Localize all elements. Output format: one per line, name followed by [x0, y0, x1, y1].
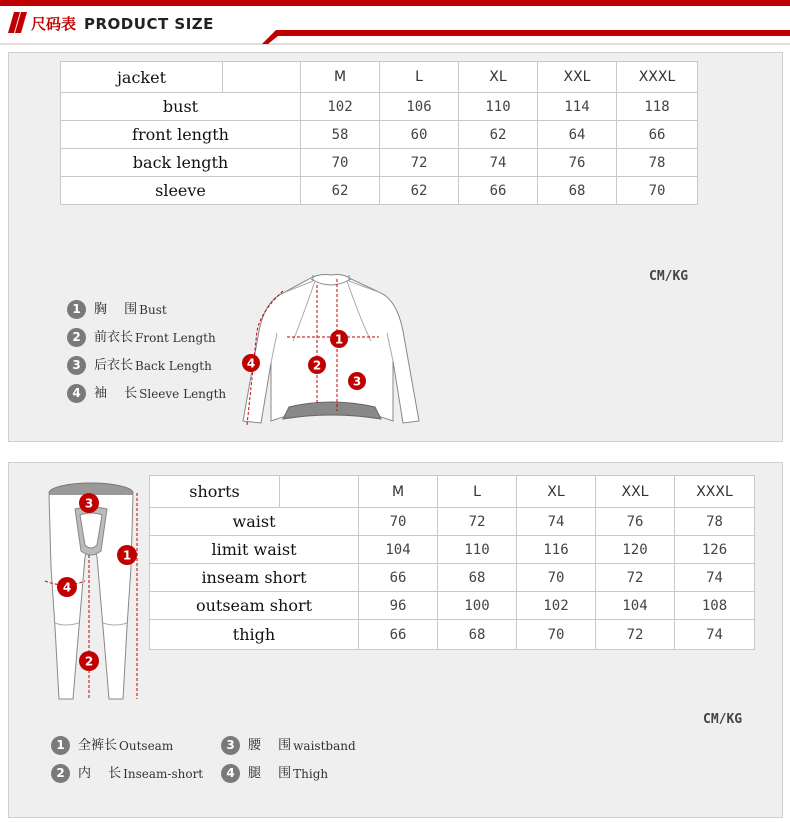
pants-marker-1: [117, 545, 137, 565]
table-cell: 68: [438, 620, 517, 650]
legend-en: Thigh: [293, 766, 329, 781]
column-header-l: L: [438, 476, 517, 508]
table-cell: 66: [617, 121, 698, 149]
legend-number-badge: 4: [67, 384, 86, 403]
svg-text:4: 4: [62, 580, 72, 595]
column-header-xxxl: XXXL: [675, 476, 755, 508]
table-row: [150, 620, 755, 650]
table-row: [61, 121, 698, 149]
legend-en: waistband: [293, 738, 356, 753]
row-label: limit waist: [150, 536, 359, 564]
svg-text:4: 4: [246, 356, 256, 371]
svg-text:1: 1: [122, 548, 132, 563]
table-cell: 66: [459, 177, 538, 205]
table-cell: 126: [675, 536, 755, 564]
column-header-m: M: [359, 476, 438, 508]
column-header-xxl: XXL: [538, 62, 617, 93]
svg-text:2: 2: [312, 358, 322, 373]
table-cell: 62: [459, 121, 538, 149]
legend-number-badge: 1: [51, 736, 70, 755]
header-banner: [0, 0, 790, 48]
legend-item: [221, 735, 356, 755]
legend-en: Back Length: [135, 358, 212, 373]
column-header-jacket: jacket: [61, 62, 223, 93]
pants-size-table: [149, 475, 755, 650]
legend-en: Bust: [139, 302, 167, 317]
column-header-shorts: shorts: [150, 476, 280, 508]
svg-text:2: 2: [84, 654, 94, 669]
row-label: back length: [61, 149, 301, 177]
legend-cn: 后衣长: [94, 357, 134, 373]
jacket-unit-label: CM/KG: [649, 269, 689, 284]
row-label: waist: [150, 508, 359, 536]
legend-item: [67, 355, 212, 375]
pants-illustration: [35, 477, 155, 703]
legend-item: [67, 299, 167, 319]
table-cell: 70: [359, 508, 438, 536]
table-row: [61, 93, 698, 121]
table-cell: 72: [438, 508, 517, 536]
column-header-xxl: XXL: [596, 476, 675, 508]
row-label: front length: [61, 121, 301, 149]
jacket-marker-2: [308, 356, 326, 374]
table-row: [61, 177, 698, 205]
legend-number-badge: 2: [51, 764, 70, 783]
table-cell: 74: [517, 508, 596, 536]
table-cell: 102: [301, 93, 380, 121]
table-cell: 110: [459, 93, 538, 121]
table-row: [150, 564, 755, 592]
svg-text:1: 1: [334, 332, 344, 347]
svg-text:3: 3: [84, 496, 94, 511]
table-cell: 118: [617, 93, 698, 121]
jacket-size-panel: [8, 52, 783, 442]
legend-item: [221, 763, 328, 783]
legend-item: [51, 735, 173, 755]
column-header-blank: [223, 62, 301, 93]
table-cell: 70: [617, 177, 698, 205]
row-label: inseam short: [150, 564, 359, 592]
table-cell: 104: [596, 592, 675, 620]
legend-en: Outseam: [119, 738, 174, 753]
table-cell: 74: [675, 620, 755, 650]
legend-number-badge: 3: [67, 356, 86, 375]
header-title-en: PRODUCT SIZE: [84, 15, 214, 33]
table-cell: 120: [596, 536, 675, 564]
column-header-blank: [280, 476, 359, 508]
row-label: outseam short: [150, 592, 359, 620]
legend-cn: 腰 围: [248, 737, 292, 753]
legend-en: Front Length: [135, 330, 216, 345]
table-cell: 110: [438, 536, 517, 564]
table-cell: 100: [438, 592, 517, 620]
table-row: [150, 536, 755, 564]
jacket-illustration: [231, 271, 431, 431]
row-label: bust: [61, 93, 301, 121]
table-cell: 96: [359, 592, 438, 620]
legend-en: Inseam-short: [123, 766, 204, 781]
table-cell: 78: [675, 508, 755, 536]
column-header-m: M: [301, 62, 380, 93]
table-cell: 72: [596, 564, 675, 592]
legend-item: [67, 383, 226, 403]
legend-cn: 腿 围: [248, 765, 292, 781]
table-cell: 62: [301, 177, 380, 205]
table-cell: 72: [596, 620, 675, 650]
table-header-row: [61, 62, 698, 93]
table-cell: 78: [617, 149, 698, 177]
table-cell: 62: [380, 177, 459, 205]
header-title-cn: 尺码表: [31, 15, 77, 33]
table-row: [150, 592, 755, 620]
column-header-xl: XL: [517, 476, 596, 508]
legend-item: [51, 763, 203, 783]
legend-number-badge: 1: [67, 300, 86, 319]
legend-cn: 全裤长: [78, 737, 118, 753]
table-cell: 74: [675, 564, 755, 592]
pants-marker-3: [79, 493, 99, 513]
table-cell: 60: [380, 121, 459, 149]
legend-cn: 袖 长: [94, 385, 138, 401]
table-cell: 70: [517, 620, 596, 650]
table-cell: 102: [517, 592, 596, 620]
legend-number-badge: 4: [221, 764, 240, 783]
jacket-size-table: [60, 61, 698, 205]
table-cell: 106: [380, 93, 459, 121]
table-cell: 66: [359, 564, 438, 592]
pants-marker-4: [57, 577, 77, 597]
column-header-xl: XL: [459, 62, 538, 93]
table-cell: 104: [359, 536, 438, 564]
legend-en: Sleeve Length: [139, 386, 227, 401]
table-row: [61, 149, 698, 177]
table-cell: 116: [517, 536, 596, 564]
jacket-marker-3: [348, 372, 366, 390]
legend-cn: 前衣长: [94, 329, 134, 345]
pants-marker-2: [79, 651, 99, 671]
legend-number-badge: 3: [221, 736, 240, 755]
legend-cn: 内 长: [78, 765, 122, 781]
table-cell: 76: [596, 508, 675, 536]
column-header-xxxl: XXXL: [617, 62, 698, 93]
column-header-l: L: [380, 62, 459, 93]
table-cell: 70: [301, 149, 380, 177]
table-cell: 72: [380, 149, 459, 177]
table-cell: 64: [538, 121, 617, 149]
table-cell: 68: [538, 177, 617, 205]
table-cell: 76: [538, 149, 617, 177]
jacket-marker-1: [330, 330, 348, 348]
legend-number-badge: 2: [67, 328, 86, 347]
row-label: sleeve: [61, 177, 301, 205]
table-header-row: [150, 476, 755, 508]
table-cell: 114: [538, 93, 617, 121]
table-cell: 58: [301, 121, 380, 149]
svg-text:3: 3: [352, 374, 362, 389]
pants-size-panel: [8, 462, 783, 818]
legend-item: [67, 327, 216, 347]
jacket-marker-4: [242, 354, 260, 372]
table-cell: 70: [517, 564, 596, 592]
row-label: thigh: [150, 620, 359, 650]
table-cell: 66: [359, 620, 438, 650]
legend-cn: 胸 围: [94, 301, 138, 317]
pants-unit-label: CM/KG: [703, 712, 743, 727]
table-row: [150, 508, 755, 536]
table-cell: 74: [459, 149, 538, 177]
table-cell: 68: [438, 564, 517, 592]
table-cell: 108: [675, 592, 755, 620]
